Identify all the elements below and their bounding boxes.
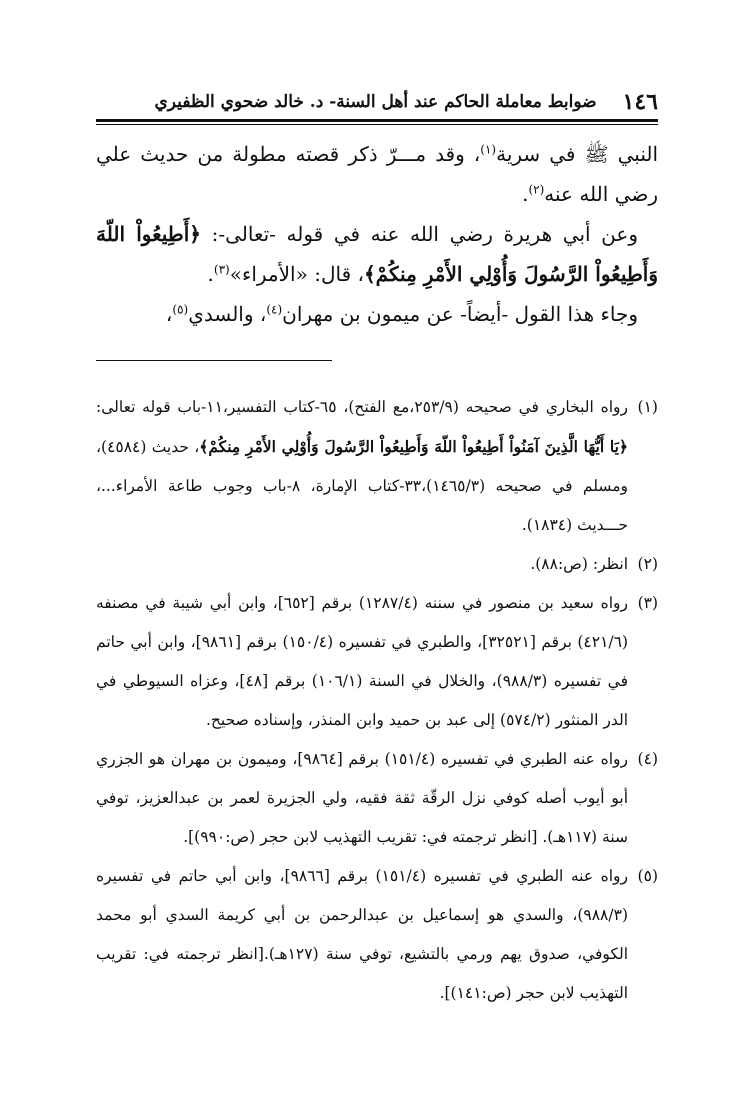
paragraph-3 (96, 294, 658, 334)
text-run: وجاء هذا القول -أيضاً- عن ميمون بن مهران (282, 302, 638, 326)
footnote-ref-3[interactable]: (٣) (213, 262, 230, 277)
footnote-text: انظر: (ص:٨٨). (530, 555, 628, 573)
text-run: . (207, 262, 214, 286)
footnote-text: رواه سعيد بن منصور في سننه (١٢٨٧/٤) برقم [٦٥٢]، وابن أبي شيبة في مصنفه (٤٢١/٦) برقم [٣٢٥٢١]، والطبري في تفسيره (١٥٠/٤) برقم [٩٨٦١]، وابن أبي حاتم في تفسيره (٩٨٨/٣)، والخلال في السنة (١٠٦/١) برقم [٤٨]، وعزاه السيوطي في الدر المنثور (٥٧٤/٢) إلى عبد بن حميد وابن المنذر، وإسناده صحيح. (96, 594, 629, 729)
footnote-1 (96, 388, 658, 545)
header-rule-thin (96, 124, 658, 125)
quran-verse: ﴿أَطِيعُواْ اللّهَ وَأَطِيعُواْ الرَّسُولَ وَأُوْلِي الأَمْرِ مِنكُمْ﴾ (96, 222, 658, 286)
text-run: ، قال: «الأمراء» (229, 262, 364, 286)
header-rule-thick (96, 119, 658, 122)
footnote-ref-2[interactable]: (٢) (528, 182, 545, 197)
text-run: ، والسدي (188, 302, 267, 326)
footnote-ref-4[interactable]: (٤) (266, 302, 283, 317)
quran-verse: ﴿يَا أَيُّهَا الَّذِينَ آمَنُواْ أَطِيعُواْ اللّهَ وَأَطِيعُواْ الرَّسُولَ وَأُوْلِي الأَمْرِ مِنكُمْ﴾ (199, 437, 629, 456)
text-run: ، وقد مـــرّ ذكر قصته مطولة من حديث علي رضي الله عنه (96, 142, 658, 206)
text-run: . (522, 182, 529, 206)
footnote-number: (٢) (637, 555, 658, 573)
footnote-5 (96, 857, 658, 1013)
main-text (96, 134, 658, 334)
text-run: ، (165, 302, 173, 326)
footnote-ref-5[interactable]: (٥) (172, 302, 189, 317)
footnote-4 (96, 740, 658, 857)
footnote-2 (96, 545, 658, 584)
text-run: النبي ﷺ في سرية (496, 142, 659, 166)
footnote-text: رواه البخاري في صحيحه (٢٥٣/٩،مع الفتح)، ٦٥-كتاب التفسير،١١-باب قوله تعالى: (96, 398, 628, 416)
footnote-text: رواه عنه الطبري في تفسيره (١٥١/٤) برقم [٩٨٦٤]، وميمون بن مهران هو الجزري أبو أيوب أصله كوفي نزل الرقّة ثقة فقيه، ولي الجزيرة لعمر بن عبدالعزيز، توفي سنة (١١٧هـ). [انظر ترجمته في: تقريب التهذيب لابن حجر (ص:٩٩٠)]. (96, 750, 628, 846)
footnote-3 (96, 584, 658, 740)
paragraph-2 (96, 214, 658, 294)
footnote-number: (٤) (637, 750, 658, 768)
page-header (96, 82, 658, 116)
footnote-ref-1[interactable]: (١) (480, 142, 497, 157)
paragraph-1 (96, 134, 658, 214)
footnote-text: رواه عنه الطبري في تفسيره (١٥١/٤) برقم [٩٨٦٦]، وابن أبي حاتم في تفسيره (٩٨٨/٣)، والسدي هو إسماعيل بن عبدالرحمن بن أبي كريمة السدي أبو محمد الكوفي، صدوق يهم ورمي بالتشيع، توفي سنة (١٢٧هـ).[انظر ترجمته في: تقريب التهذيب لابن حجر (ص:١٤١)]. (96, 867, 629, 1002)
page-number: ١٤٦ (622, 89, 658, 115)
footnote-number: (١) (637, 398, 658, 416)
footnotes (96, 388, 658, 1013)
footnote-number: (٣) (637, 594, 659, 612)
running-title: ضوابط معاملة الحاكم عند أهل السنة- د. خالد ضحوي الظفيري (154, 92, 597, 112)
footnote-separator (96, 360, 332, 361)
footnote-text: ، حديث (٤٥٨٤)، ومسلم في صحيحه (١٤٦٥/٣)،٣٣-كتاب الإمارة، ٨-باب وجوب طاعة الأمراء...، حـــديث (١٨٣٤). (96, 438, 628, 534)
footnote-number: (٥) (637, 867, 658, 885)
text-run: وعن أبي هريرة رضي الله عنه في قوله -تعالى-: (200, 222, 638, 246)
